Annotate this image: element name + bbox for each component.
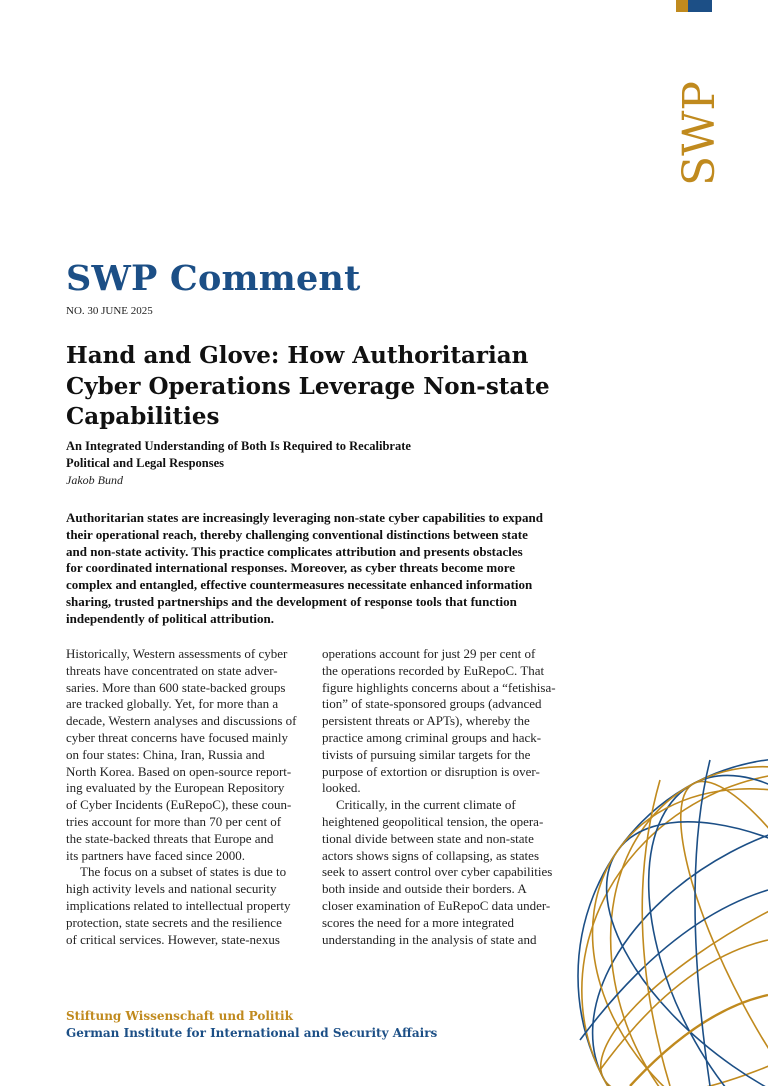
globe-arc — [539, 701, 768, 1086]
body-line: The focus on a subset of states is due to — [80, 864, 287, 880]
body-line: both inside and outside their borders. A — [322, 881, 527, 897]
abstract-line: their operational reach, thereby challenging conventional distinctions between state — [66, 526, 528, 542]
swp-logo — [674, 76, 725, 186]
globe-arc — [538, 750, 768, 1086]
body-line: tivists of pursuing similar targets for the — [322, 746, 531, 762]
body-line: closer examination of EuRepoC data under- — [322, 897, 551, 913]
body-line: decade, Western analyses and discussions of — [66, 713, 297, 729]
body-line: actors shows signs of collapsing, as states — [322, 847, 540, 863]
corner-mark-gold — [676, 0, 688, 12]
series-title: SWP Comment — [66, 258, 361, 299]
corner-brand-mark — [676, 0, 712, 12]
body-line: of critical services. However, state-nexus — [66, 931, 280, 947]
body-line: figure highlights concerns about a “fetishisa- — [322, 679, 556, 695]
body-line: heightened geopolitical tension, the opera- — [322, 813, 544, 829]
swp-logo-text: SWP — [674, 81, 725, 186]
abstract-line: Authoritarian states are increasingly leveraging non-state cyber capabilities to expand — [66, 510, 544, 525]
body-line: seek to assert control over cyber capabilities — [322, 864, 553, 880]
body-line: implications related to intellectual property — [66, 897, 291, 913]
body-line: looked. — [322, 780, 361, 796]
body-line: protection, state secrets and the resilience — [66, 914, 282, 930]
body-line: Critically, in the current climate of — [336, 797, 516, 813]
globe-arc — [580, 890, 768, 1040]
body-paragraph — [66, 646, 312, 864]
article-title — [66, 341, 626, 433]
abstract-line: complex and entangled, effective countermeasures necessitate enhanced information — [66, 577, 533, 593]
body-line: practice among criminal groups and hack- — [322, 729, 542, 745]
body-line: Historically, Western assessments of cyber — [66, 646, 288, 661]
body-line: ing evaluated by the European Repository — [66, 780, 285, 796]
body-line: are tracked globally. Yet, for more than a — [66, 696, 279, 712]
title-line: Hand and Glove: How Authoritarian — [66, 342, 529, 369]
title-line: Capabilities — [66, 403, 220, 430]
abstract-line: for coordinated international responses. Moreover, as cyber threats become more — [66, 560, 516, 576]
footer-org-english: German Institute for International and Security Affairs — [66, 1026, 438, 1040]
body-line: tional divide between state and non-state — [322, 830, 534, 846]
globe-outline — [578, 758, 768, 1086]
body-line: its partners have faced since 2000. — [66, 847, 246, 863]
article-subtitle — [66, 438, 586, 472]
body-line: persistent threats or APTs), whereby the — [322, 713, 530, 729]
body-line: high activity levels and national security — [66, 881, 277, 897]
body-line: North Korea. Based on open-source report- — [66, 763, 292, 779]
body-paragraph — [322, 646, 568, 797]
globe-graphic — [560, 740, 768, 1086]
subtitle-line: Political and Legal Responses — [66, 456, 224, 470]
author-name: Jakob Bund — [66, 473, 123, 487]
body-line: understanding in the analysis of state and — [322, 931, 537, 947]
body-paragraph — [66, 864, 312, 948]
body-column-left — [66, 646, 312, 948]
abstract-line: and non-state activity. This practice complicates attribution and presents obstacles — [66, 543, 523, 559]
title-line: Cyber Operations Leverage Non-state — [66, 372, 550, 400]
body-line: purpose of extortion or disruption is over- — [322, 763, 540, 779]
body-line: tries account for more than 70 per cent of — [66, 813, 282, 829]
body-line: saries. More than 600 state-backed groups — [66, 679, 286, 695]
body-line: tion” of state-sponsored groups (advanced — [322, 696, 542, 712]
abstract-line: independently of political attribution. — [66, 610, 275, 626]
subtitle-line: An Integrated Understanding of Both Is Required to Recalibrate — [66, 439, 411, 453]
body-line: the state-backed threats that Europe and — [66, 830, 274, 846]
footer-org-german: Stiftung Wissenschaft und Politik — [66, 1009, 293, 1023]
body-column-right — [322, 646, 568, 948]
corner-mark-blue — [688, 0, 712, 12]
body-line: the operations recorded by EuRepoC. That — [322, 662, 545, 678]
abstract — [66, 510, 566, 628]
issue-number-date: NO. 30 JUNE 2025 — [66, 305, 153, 317]
body-line: of Cyber Incidents (EuRepoC), these coun- — [66, 797, 292, 813]
body-line: on four states: China, Iran, Russia and — [66, 746, 265, 762]
abstract-line: sharing, trusted partnerships and the development of response tools that function — [66, 593, 517, 609]
body-line: threats have concentrated on state adver- — [66, 662, 278, 678]
body-paragraph — [322, 797, 568, 948]
globe-arc — [695, 760, 710, 1086]
body-line: scores the need for a more integrated — [322, 914, 515, 930]
body-line: operations account for just 29 per cent of — [322, 646, 536, 661]
footer — [66, 1008, 437, 1042]
body-line: cyber threat concerns have focused mainly — [66, 729, 288, 745]
